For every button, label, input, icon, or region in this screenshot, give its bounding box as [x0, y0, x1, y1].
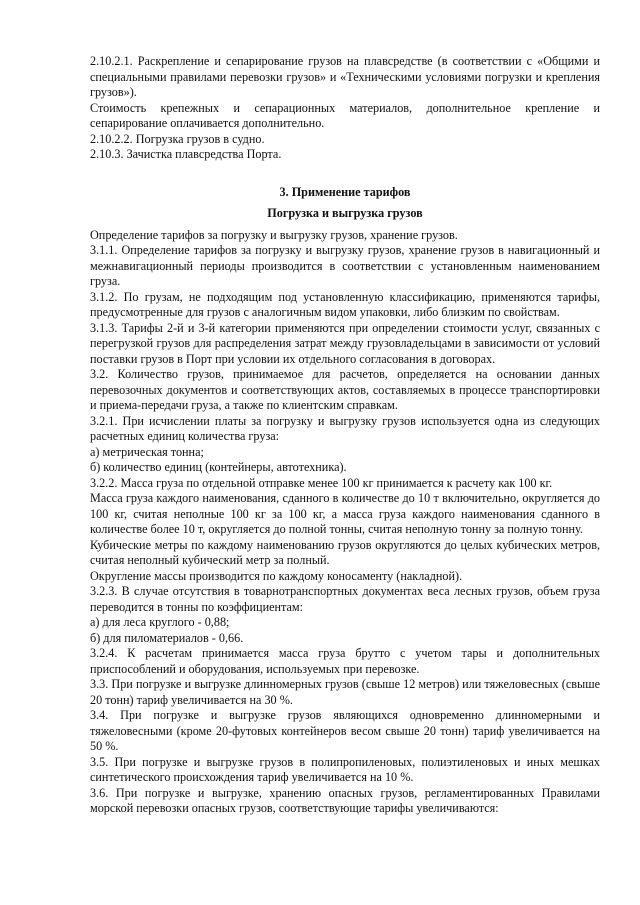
spacer [90, 163, 600, 185]
list-item: а) для леса круглого - 0,88; [90, 615, 230, 629]
paragraph: Кубические метры по каждому наименованию грузов округляются до целых кубических метров, считая неполный кубический метр за полный. [90, 537, 600, 567]
paragraph: Определение тарифов за погрузку и выгрузку грузов, хранение грузов. [90, 227, 458, 242]
paragraph: Округление массы производится по каждому коносаменту (накладной). [90, 568, 463, 583]
section-title: 3. Применение тарифов [279, 184, 411, 199]
paragraph: 3.2. Количество грузов, принимаемое для расчетов, определяется на основании данных перевозочных документов и соответствующих актов, составляемых в процессе транспортировки и приема-передачи груза, а также по клиентским справкам. [90, 367, 600, 412]
paragraph: 2.10.2.1. Раскрепление и сепарирование грузов на плавсредстве (в соответствии с «Общими и специальными правилами перевозки грузов» и «Техническими условиями погрузки и крепления грузов»). [90, 54, 600, 99]
paragraph: 3.6. При погрузке и выгрузке, хранению опасных грузов, регламентированных Правилами морской перевозки опасных грузов, соответствующие тарифы увеличиваются: [90, 785, 600, 815]
paragraph: 2.10.3. Зачистка плавсредства Порта. [90, 147, 282, 161]
paragraph: 2.10.2.2. Погрузка грузов в судно. [90, 131, 265, 146]
paragraph: 3.2.2. Масса груза по отдельной отправке менее 100 кг принимается к расчету как 100 кг. [90, 475, 553, 490]
paragraph: 3.1.1. Определение тарифов за погрузку и выгрузку грузов, хранение грузов в навигационный и межнавигационный периоды производится в соответствии с установленным наименованием груза. [90, 243, 600, 288]
paragraph: 3.5. При погрузке и выгрузке грузов в полипропиленовых, полиэтиленовых и иных мешках синтетического происхождения тариф увеличивается на 10 %. [90, 754, 600, 784]
document-page [90, 54, 600, 817]
paragraph: 3.1.2. По грузам, не подходящим под установленную классификацию, применяются тарифы, предусмотренные для грузов с аналогичным видом упаковки, либо близким по свойствам. [90, 289, 600, 319]
list-item: а) метрическая тонна; [90, 444, 204, 459]
paragraph: 3.1.3. Тарифы 2-й и 3-й категории применяются при определении стоимости услуг, связанных с перегрузкой грузов для распределения затрат между грузовладельцами в зависимости от условий поставки грузов в Порт при условии их отдельного согласования в договорах. [90, 320, 600, 366]
subsection-title: Погрузка и выгрузка грузов [267, 206, 423, 220]
list-item: б) для пиломатериалов - 0,66. [90, 630, 244, 645]
paragraph: 3.3. При погрузке и выгрузке длинномерных грузов (свыше 12 метров) или тяжеловесных (свыше 20 тонн) тариф увеличивается на 30 %. [90, 677, 600, 707]
paragraph: Масса груза каждого наименования, сданного в количестве до 10 т включительно, округляется до 100 кг, считая неполные 100 кг за 100 кг, а масса груза каждого наименования сданного в количестве более 10 т, округляется до полной тонны, считая неполную тонну за полную тонну. [90, 491, 600, 536]
paragraph: 3.4. При погрузке и выгрузке грузов являющихся одновременно длинномерными и тяжеловесными (кроме 20-футовых контейнеров весом свыше 20 тонн) тариф увеличивается на 50 %. [90, 708, 600, 753]
list-item: б) количество единиц (контейнеры, автотехника). [90, 460, 347, 474]
paragraph: 3.2.3. В случае отсутствия в товарнотранспортных документах веса лесных грузов, объем груза переводится в тонны по коэффициентам: [90, 584, 600, 614]
paragraph: 3.2.1. При исчислении платы за погрузку и выгрузку грузов используется одна из следующих расчетных единиц количества груза: [90, 413, 600, 443]
paragraph: Стоимость крепежных и сепарационных материалов, дополнительное крепление и сепарирование оплачивается дополнительно. [90, 100, 600, 130]
paragraph: 3.2.4. К расчетам принимается масса груза брутто с учетом тары и дополнительных приспособлений и оборудования, используемых при перевозке. [90, 646, 600, 676]
